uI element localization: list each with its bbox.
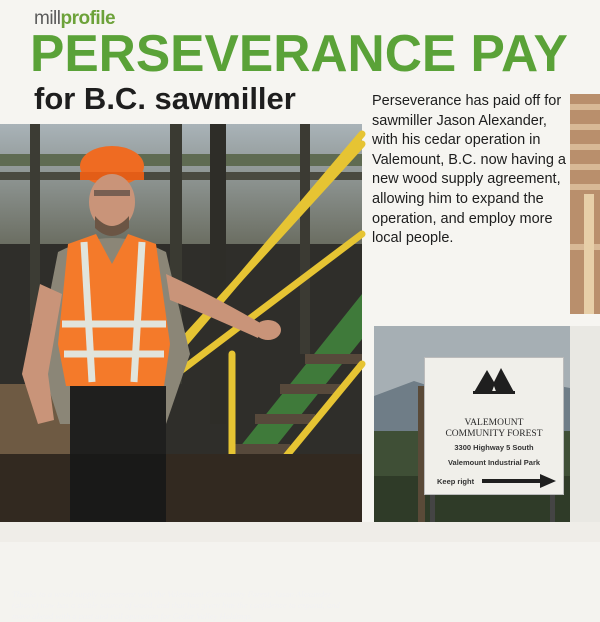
- sign-photo: [374, 326, 570, 522]
- right-edge-blank: [570, 326, 600, 522]
- main-photo: [0, 124, 362, 621]
- mountain-logo-icon: [473, 364, 515, 394]
- sign-name-line2: COMMUNITY FOREST: [445, 429, 543, 439]
- sign-forest-name: [425, 418, 563, 440]
- community-forest-sign: [424, 357, 564, 495]
- photo-caption: Thanks to a wood supply agreement with the Valemount Community Forest, Jason Alexander (above) now has a stable source of wood, and that has given him the confidence to expand, and move ahead with a post and rail operation for Cedar Valley Holdings.: [12, 589, 340, 621]
- subhead: for B.C. sawmiller: [34, 81, 296, 116]
- section-label-emphasis: profile: [60, 8, 116, 29]
- sign-address: 3300 Highway 5 South: [454, 443, 534, 452]
- sign-park: Valemount Industrial Park: [447, 458, 541, 467]
- intro-paragraph: Perseverance has paid off for sawmiller Jason Alexander, with his cedar operation in Valemount, B.C. now having a new wood supply agreement, allowing him to expand the operation, and employ more local people.: [372, 93, 566, 247]
- right-arrow-icon: [482, 473, 556, 489]
- right-edge-photo: [570, 94, 600, 314]
- main-photo-illustration: [0, 124, 362, 522]
- headline: PERSEVERANCE PAY: [30, 25, 568, 83]
- sign-name-line1: VALEMOUNT: [464, 418, 524, 428]
- sign-direction: Keep right: [437, 477, 475, 486]
- page-bottom-margin: [0, 522, 600, 542]
- section-label-prefix: mill: [34, 8, 61, 29]
- right-edge-illustration: [570, 94, 600, 314]
